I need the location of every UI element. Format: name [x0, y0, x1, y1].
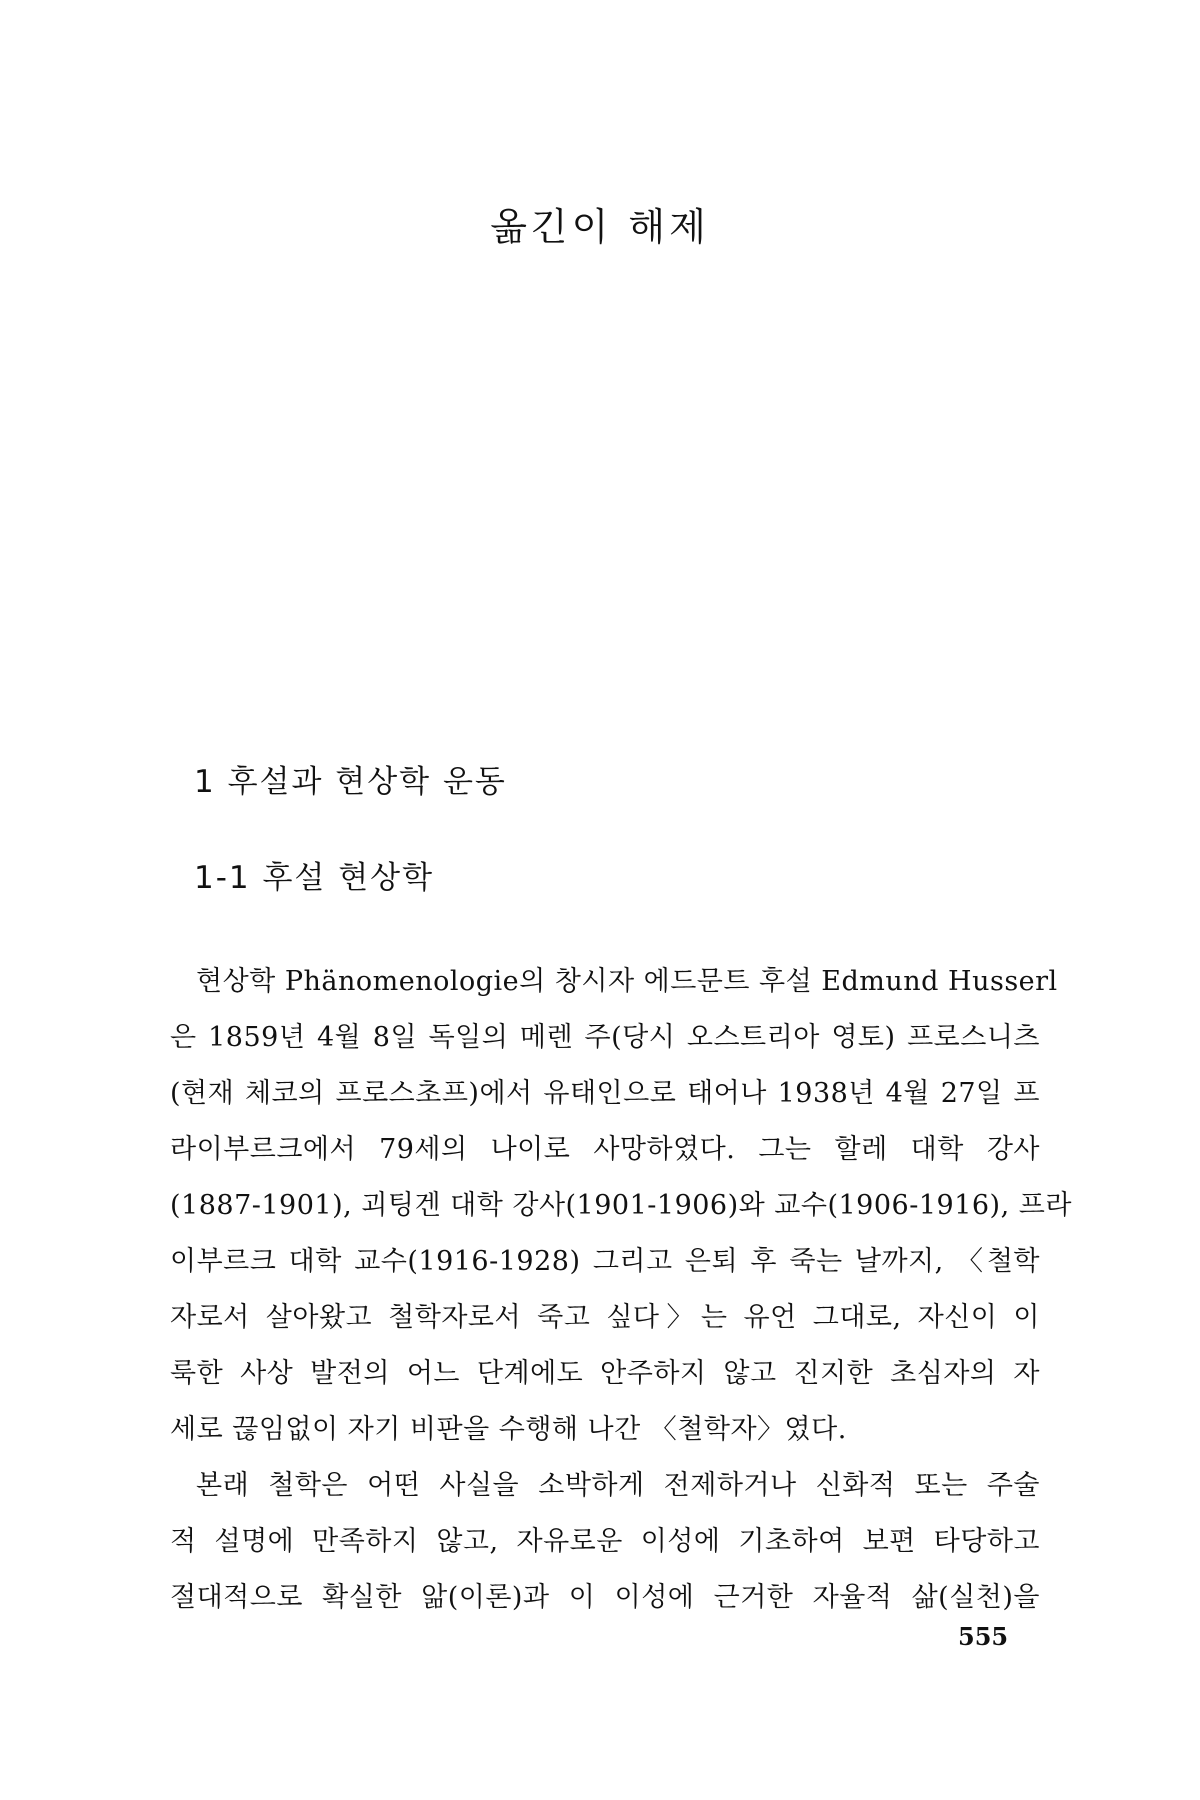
body-text	[170, 954, 1072, 1626]
paragraph-2	[170, 1458, 1040, 1626]
text-line: 자로서 살아왔고 철학자로서 죽고 싶다〉는 유언 그대로, 자신이 이	[170, 1302, 1040, 1333]
text-line: 현상학 Phänomenologie의 창시자 에드문트 후설 Edmund Husserl	[196, 966, 1058, 997]
section-heading: 1 후설과 현상학 운동	[194, 764, 507, 800]
text-line: (1887-1901), 괴팅겐 대학 강사(1901-1906)와 교수(1906-1916), 프라	[170, 1190, 1072, 1221]
page-number: 555	[958, 1622, 1009, 1651]
text-line: 룩한 사상 발전의 어느 단계에도 안주하지 않고 진지한 초심자의 자	[170, 1358, 1040, 1389]
text-line: (현재 체코의 프로스초프)에서 유태인으로 태어나 1938년 4월 27일 프	[170, 1078, 1040, 1109]
text-line: 절대적으로 확실한 앎(이론)과 이 이성에 근거한 자율적 삶(실천)을	[170, 1582, 1040, 1613]
chapter-title: 옮긴이 해제	[490, 205, 710, 249]
text-line: 은 1859년 4월 8일 독일의 메렌 주(당시 오스트리아 영토) 프로스니츠	[170, 1022, 1040, 1053]
text-line: 본래 철학은 어떤 사실을 소박하게 전제하거나 신화적 또는 주술	[196, 1470, 1040, 1501]
paragraph-1	[170, 954, 1072, 1458]
text-line: 적 설명에 만족하지 않고, 자유로운 이성에 기초하여 보편 타당하고	[170, 1526, 1040, 1557]
text-line: 이부르크 대학 교수(1916-1928) 그리고 은퇴 후 죽는 날까지, 〈철학	[170, 1246, 1040, 1277]
subsection-heading: 1-1 후설 현상학	[194, 860, 435, 896]
text-line: 세로 끊임없이 자기 비판을 수행해 나간 〈철학자〉였다.	[170, 1414, 847, 1445]
text-line: 라이부르크에서 79세의 나이로 사망하였다. 그는 할레 대학 강사	[170, 1134, 1040, 1165]
